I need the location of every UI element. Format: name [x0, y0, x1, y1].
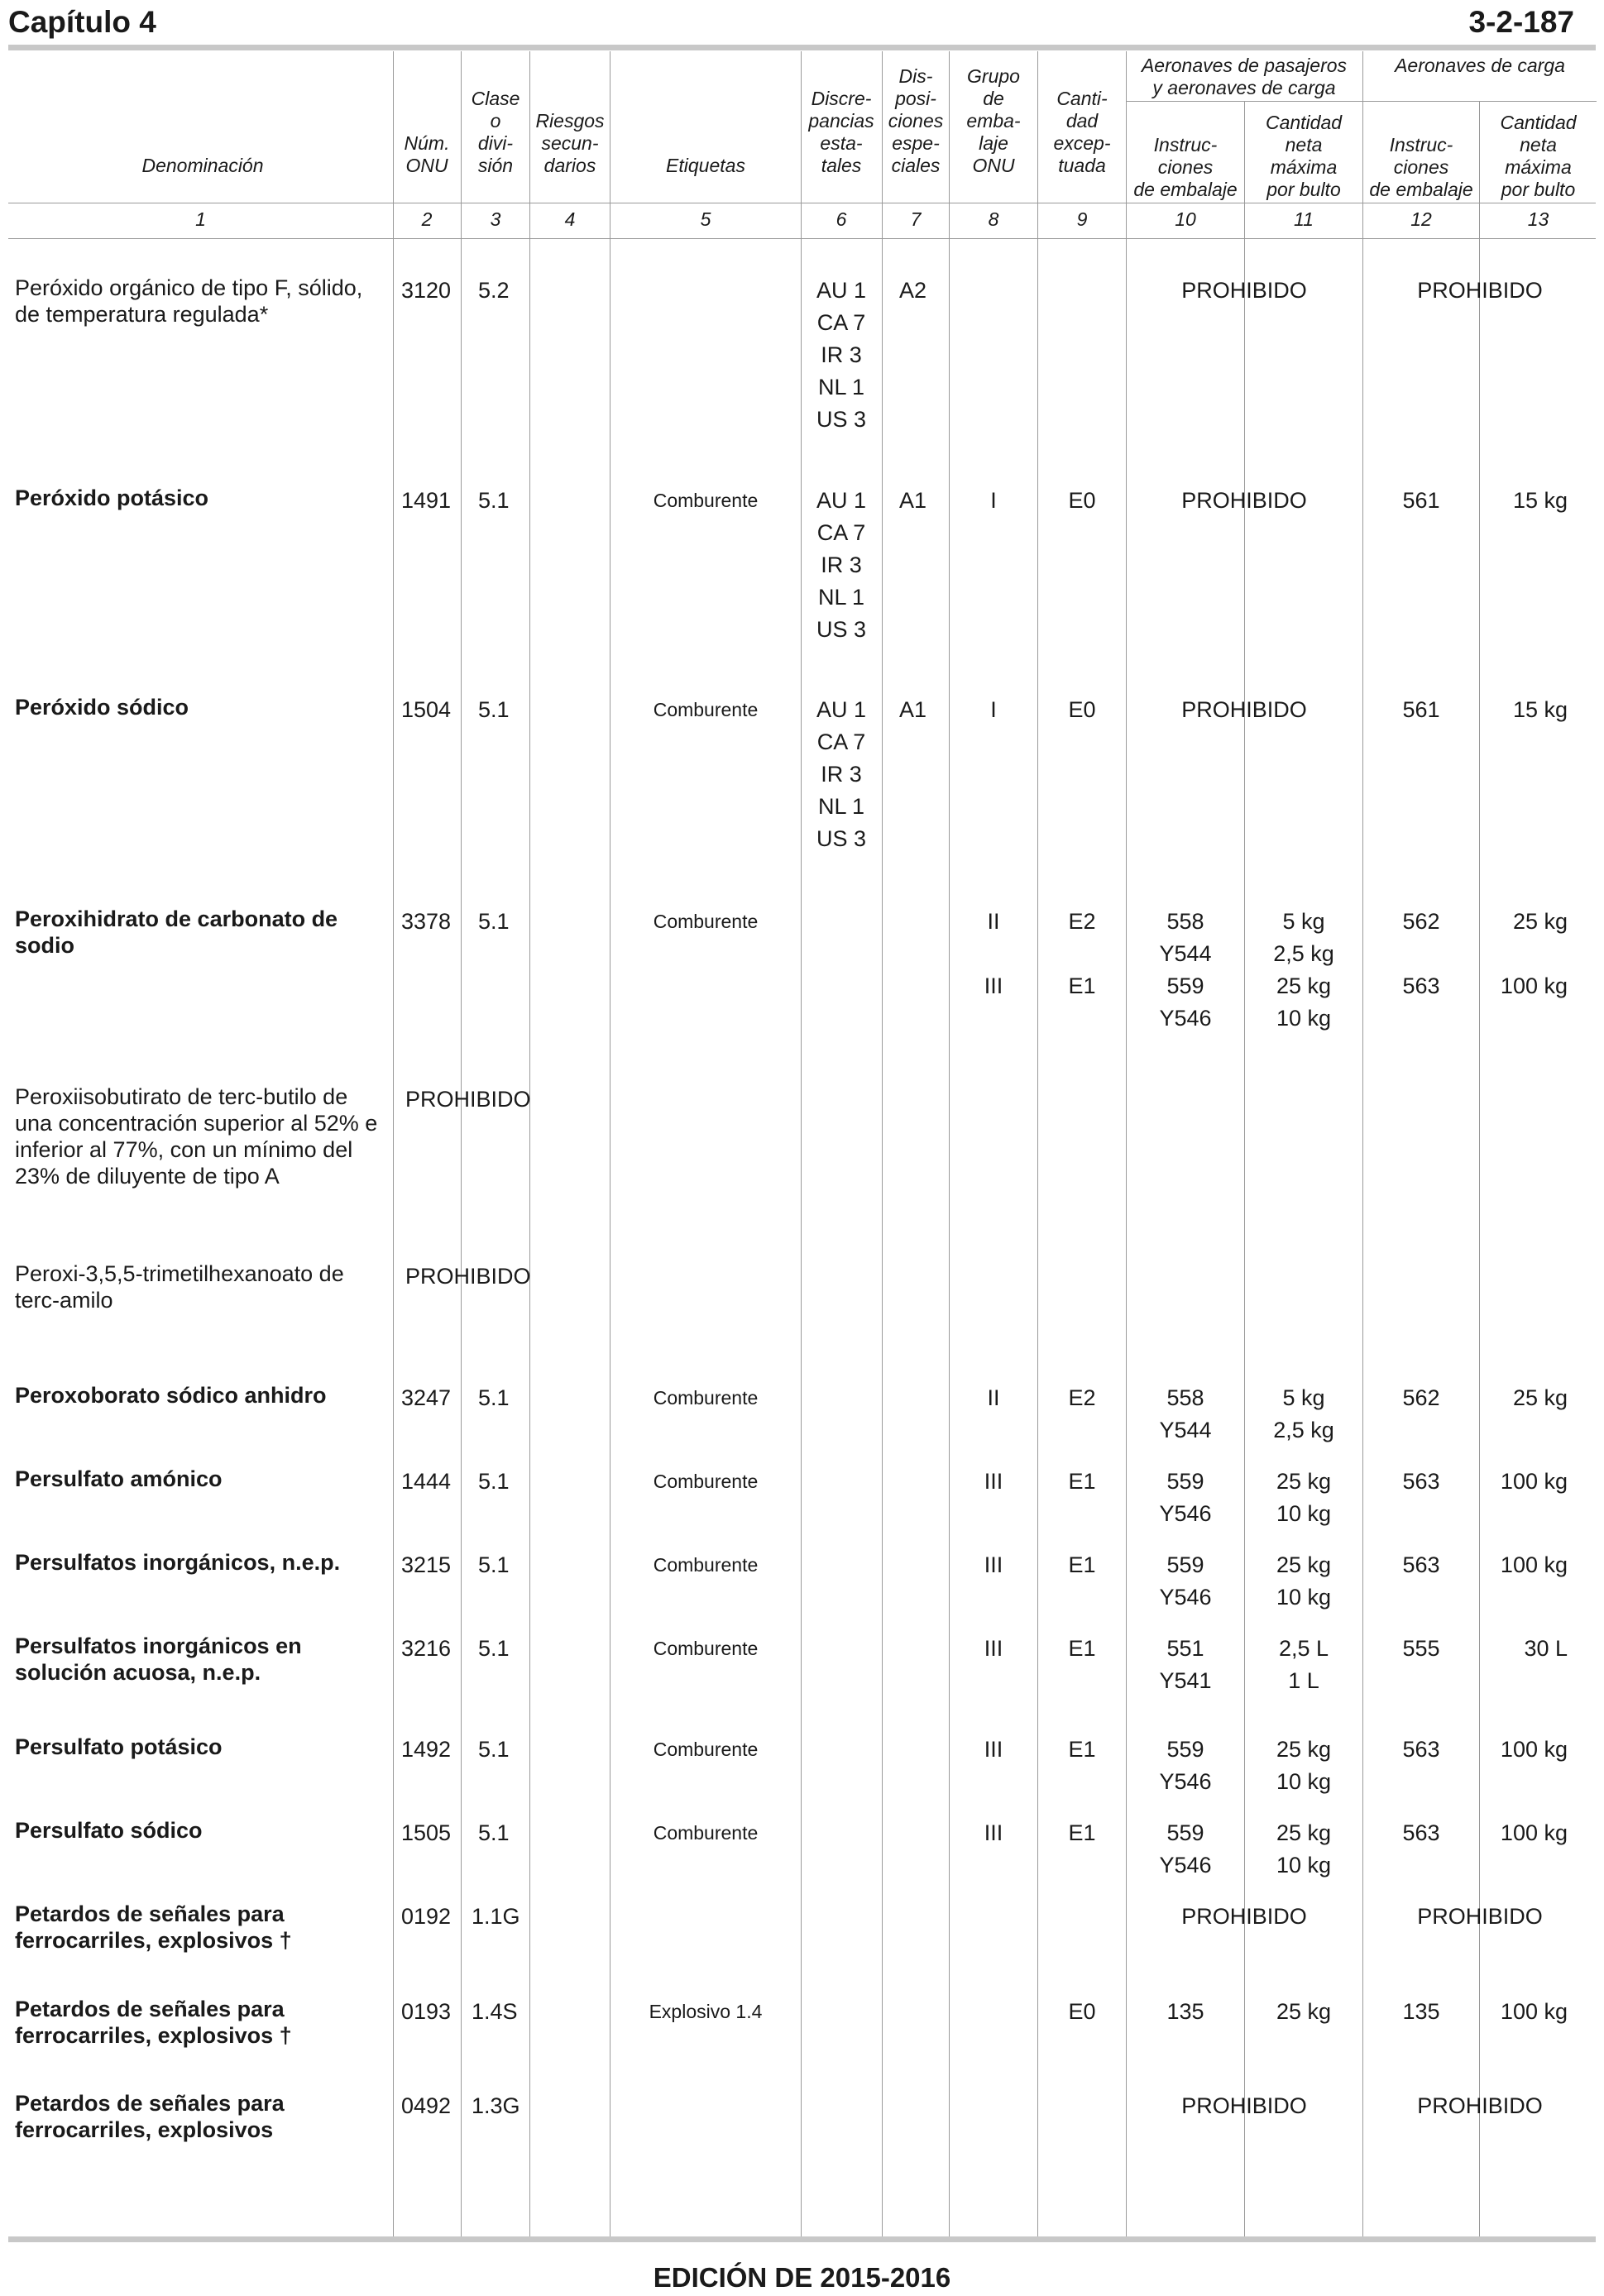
disposiciones: A1	[899, 488, 927, 513]
clase: 5.2	[478, 278, 510, 303]
num-onu: 0492	[401, 2093, 452, 2118]
instrucciones-carga: 135	[1402, 1999, 1440, 2024]
carga-prohibido: PROHIBIDO	[1417, 2093, 1543, 2118]
chapter-title: Capítulo 4	[8, 5, 156, 39]
instrucciones-pasajeros: 559 Y546	[1159, 1469, 1212, 1526]
instrucciones-pasajeros: 559 Y546	[1159, 1552, 1212, 1610]
disposiciones: A1	[899, 697, 927, 722]
header-cantidad-pasajeros: Cantidad neta máxima por bulto	[1265, 112, 1343, 200]
bottom-rule	[8, 2236, 1596, 2242]
column-number: 9	[1076, 208, 1088, 230]
etiqueta: Comburente	[653, 911, 759, 932]
column-number: 5	[700, 208, 711, 230]
column-divider	[1037, 51, 1038, 2236]
column-number: 1	[195, 208, 206, 230]
cantidad-exceptuada: E0	[1068, 1999, 1096, 2024]
clase: 5.1	[478, 697, 510, 722]
cantidad-exceptuada: E1	[1068, 1469, 1096, 1494]
clase: 5.1	[478, 1737, 510, 1762]
disposiciones: A2	[899, 278, 927, 303]
clase: 5.1	[478, 1552, 510, 1577]
pasajeros-prohibido: PROHIBIDO	[1181, 278, 1307, 303]
column-divider	[461, 51, 462, 2236]
grupo-embalaje: III	[984, 1820, 1003, 1845]
cantidad-exceptuada: E2	[1068, 1385, 1096, 1410]
num-onu: 1491	[401, 488, 452, 513]
cantidad-pasajeros: 25 kg 10 kg	[1276, 1552, 1332, 1610]
instrucciones-pasajeros: 551 Y541	[1159, 1636, 1212, 1693]
header-clase: Clase o divi- sión	[471, 88, 520, 176]
etiqueta: Comburente	[653, 1554, 759, 1576]
discrepancias: AU 1 CA 7 IR 3 NL 1 US 3	[816, 488, 867, 642]
cantidad-carga: 25 kg 100 kg	[1500, 909, 1568, 998]
pasajeros-prohibido: PROHIBIDO	[1181, 488, 1307, 513]
cantidad-pasajeros: 5 kg 2,5 kg 25 kg 10 kg	[1273, 909, 1334, 1031]
header-denominacion: Denominación	[141, 155, 264, 176]
clase: 1.3G	[472, 2093, 520, 2118]
instrucciones-carga: 563	[1402, 1469, 1440, 1494]
denominacion: Petardos de señales para ferrocarriles, explosivos	[15, 2091, 285, 2142]
instrucciones-carga: 555	[1402, 1636, 1440, 1661]
row-prohibido: PROHIBIDO	[405, 1264, 531, 1289]
clase: 5.1	[478, 1820, 510, 1845]
denominacion: Persulfatos inorgánicos en solución acuosa, n.e.p.	[15, 1634, 302, 1685]
column-number: 11	[1294, 208, 1314, 230]
grupo-embalaje: I	[990, 697, 997, 722]
column-number: 6	[836, 208, 847, 230]
denominacion: Peroxi-3,5,5-trimetilhexanoato de terc-amilo	[15, 1261, 344, 1313]
num-onu: 3247	[401, 1385, 452, 1410]
header-aeronaves-pasajeros: Aeronaves de pasajeros y aeronaves de carga	[1141, 55, 1348, 98]
cantidad-exceptuada: E0	[1068, 697, 1096, 722]
cantidad-carga: 100 kg	[1500, 1999, 1568, 2024]
etiqueta: Explosivo 1.4	[649, 2001, 763, 2022]
column-divider	[949, 51, 950, 2236]
header-riesgos: Riesgos secun- darios	[535, 110, 605, 176]
instrucciones-carga: 563	[1402, 1552, 1440, 1577]
num-onu: 0192	[401, 1904, 452, 1929]
row-prohibido: PROHIBIDO	[405, 1087, 531, 1112]
cantidad-carga: 100 kg	[1500, 1469, 1568, 1494]
column-number: 10	[1175, 208, 1196, 230]
num-onu: 1492	[401, 1737, 452, 1762]
column-number: 7	[910, 208, 922, 230]
column-number: 3	[490, 208, 501, 230]
pasajeros-prohibido: PROHIBIDO	[1181, 2093, 1307, 2118]
instrucciones-carga: 562	[1402, 1385, 1440, 1410]
etiqueta: Comburente	[653, 490, 759, 511]
column-number: 12	[1410, 208, 1432, 230]
column-divider	[393, 51, 394, 2236]
cantidad-exceptuada: E1	[1068, 1737, 1096, 1762]
num-onu: 3378	[401, 909, 452, 934]
denominacion: Peróxido orgánico de tipo F, sólido, de temperatura regulada*	[15, 275, 363, 327]
header-disposiciones: Dis- posi- ciones espe- ciales	[888, 65, 944, 176]
instrucciones-carga: 562 563	[1402, 909, 1440, 998]
grupo-embalaje: III	[984, 1636, 1003, 1661]
header-aeronaves-carga: Aeronaves de carga	[1395, 55, 1565, 76]
carga-prohibido: PROHIBIDO	[1417, 1904, 1543, 1929]
denominacion: Peroxiisobutirato de terc-butilo de una concentración superior al 52% e inferior al 77%, con un mínimo del 23% de diluyente de tipo A	[15, 1084, 378, 1189]
instrucciones-pasajeros: 559 Y546	[1159, 1820, 1212, 1877]
carga-prohibido: PROHIBIDO	[1417, 278, 1543, 303]
denominacion: Persulfato sódico	[15, 1818, 203, 1843]
etiqueta: Comburente	[653, 1739, 759, 1760]
header-num-onu: Núm. ONU	[404, 132, 450, 176]
grupo-embalaje: III	[984, 1469, 1003, 1494]
cantidad-exceptuada: E1	[1068, 1552, 1096, 1577]
cantidad-pasajeros: 25 kg 10 kg	[1276, 1469, 1332, 1526]
cantidad-carga: 100 kg	[1500, 1737, 1568, 1762]
denominacion: Petardos de señales para ferrocarriles, explosivos †	[15, 1901, 292, 1953]
discrepancias: AU 1 CA 7 IR 3 NL 1 US 3	[816, 697, 867, 851]
cantidad-exceptuada: E2 E1	[1068, 909, 1096, 998]
header-discrepancias: Discre- pancias esta- tales	[808, 88, 874, 176]
grupo-embalaje: II III	[984, 909, 1003, 998]
instrucciones-carga: 561	[1402, 697, 1440, 722]
num-onu: 1444	[401, 1469, 452, 1494]
row-divider	[1126, 101, 1597, 102]
edition-footer: EDICIÓN DE 2015-2016	[653, 2262, 951, 2293]
cantidad-carga: 30 L	[1524, 1636, 1568, 1661]
header-cantidad-exceptuada: Canti- dad excep- tuada	[1053, 88, 1111, 176]
clase: 5.1	[478, 1469, 510, 1494]
instrucciones-carga: 563	[1402, 1820, 1440, 1845]
header-etiquetas: Etiquetas	[666, 155, 745, 176]
cantidad-carga: 15 kg	[1512, 697, 1568, 722]
etiqueta: Comburente	[653, 1638, 759, 1659]
column-number: 2	[421, 208, 433, 230]
etiqueta: Comburente	[653, 1822, 759, 1844]
cantidad-pasajeros: 25 kg	[1276, 1999, 1332, 2024]
instrucciones-pasajeros: 559 Y546	[1159, 1737, 1212, 1794]
cantidad-carga: 100 kg	[1500, 1820, 1568, 1845]
cantidad-exceptuada: E1	[1068, 1636, 1096, 1661]
cantidad-pasajeros: 25 kg 10 kg	[1276, 1737, 1332, 1794]
denominacion: Peróxido potásico	[15, 486, 209, 510]
page-number: 3-2-187	[1468, 5, 1574, 39]
header-instrucciones-pasajeros: Instruc- ciones de embalaje	[1133, 134, 1238, 200]
pasajeros-prohibido: PROHIBIDO	[1181, 697, 1307, 722]
etiqueta: Comburente	[653, 1387, 759, 1409]
cantidad-carga: 100 kg	[1500, 1552, 1568, 1577]
cantidad-pasajeros: 25 kg 10 kg	[1276, 1820, 1332, 1877]
instrucciones-carga: 561	[1402, 488, 1440, 513]
denominacion: Peróxido sódico	[15, 695, 189, 720]
grupo-embalaje: I	[990, 488, 997, 513]
column-divider	[882, 51, 883, 2236]
num-onu: 1504	[401, 697, 452, 722]
num-onu: 1505	[401, 1820, 452, 1845]
grupo-embalaje: II	[987, 1385, 1000, 1410]
cantidad-carga: 25 kg	[1512, 1385, 1568, 1410]
pasajeros-prohibido: PROHIBIDO	[1181, 1904, 1307, 1929]
clase: 5.1	[478, 1636, 510, 1661]
etiqueta: Comburente	[653, 1471, 759, 1492]
denominacion: Persulfato amónico	[15, 1466, 223, 1491]
header-cantidad-carga: Cantidad neta máxima por bulto	[1500, 112, 1577, 200]
instrucciones-pasajeros: 135	[1166, 1999, 1204, 2024]
denominacion: Persulfatos inorgánicos, n.e.p.	[15, 1550, 341, 1575]
num-onu: 3215	[401, 1552, 452, 1577]
clase: 5.1	[478, 1385, 510, 1410]
instrucciones-pasajeros: 558 Y544	[1159, 1385, 1212, 1442]
column-divider	[529, 51, 530, 2236]
clase: 1.4S	[472, 1999, 518, 2024]
denominacion: Peroxoborato sódico anhidro	[15, 1383, 327, 1408]
clase: 5.1	[478, 488, 510, 513]
cantidad-exceptuada: E0	[1068, 488, 1096, 513]
grupo-embalaje: III	[984, 1552, 1003, 1577]
denominacion: Petardos de señales para ferrocarriles, explosivos †	[15, 1997, 292, 2048]
denominacion: Persulfato potásico	[15, 1734, 223, 1759]
discrepancias: AU 1 CA 7 IR 3 NL 1 US 3	[816, 278, 867, 432]
clase: 5.1	[478, 909, 510, 934]
grupo-embalaje: III	[984, 1737, 1003, 1762]
instrucciones-pasajeros: 558 Y544 559 Y546	[1159, 909, 1212, 1031]
top-rule	[8, 45, 1596, 50]
column-number: 4	[564, 208, 576, 230]
cantidad-exceptuada: E1	[1068, 1820, 1096, 1845]
clase: 1.1G	[472, 1904, 520, 1929]
row-divider	[8, 238, 1596, 239]
column-number: 8	[988, 208, 999, 230]
num-onu: 0193	[401, 1999, 452, 2024]
instrucciones-carga: 563	[1402, 1737, 1440, 1762]
header-instrucciones-carga: Instruc- ciones de embalaje	[1369, 134, 1473, 200]
etiqueta: Comburente	[653, 699, 759, 720]
cantidad-pasajeros: 2,5 L 1 L	[1278, 1636, 1329, 1693]
denominacion: Peroxihidrato de carbonato de sodio	[15, 906, 338, 958]
header-grupo: Grupo de emba- laje ONU	[966, 65, 1021, 176]
num-onu: 3120	[401, 278, 452, 303]
num-onu: 3216	[401, 1636, 452, 1661]
cantidad-pasajeros: 5 kg 2,5 kg	[1273, 1385, 1334, 1442]
column-number: 13	[1527, 208, 1549, 230]
cantidad-carga: 15 kg	[1512, 488, 1568, 513]
